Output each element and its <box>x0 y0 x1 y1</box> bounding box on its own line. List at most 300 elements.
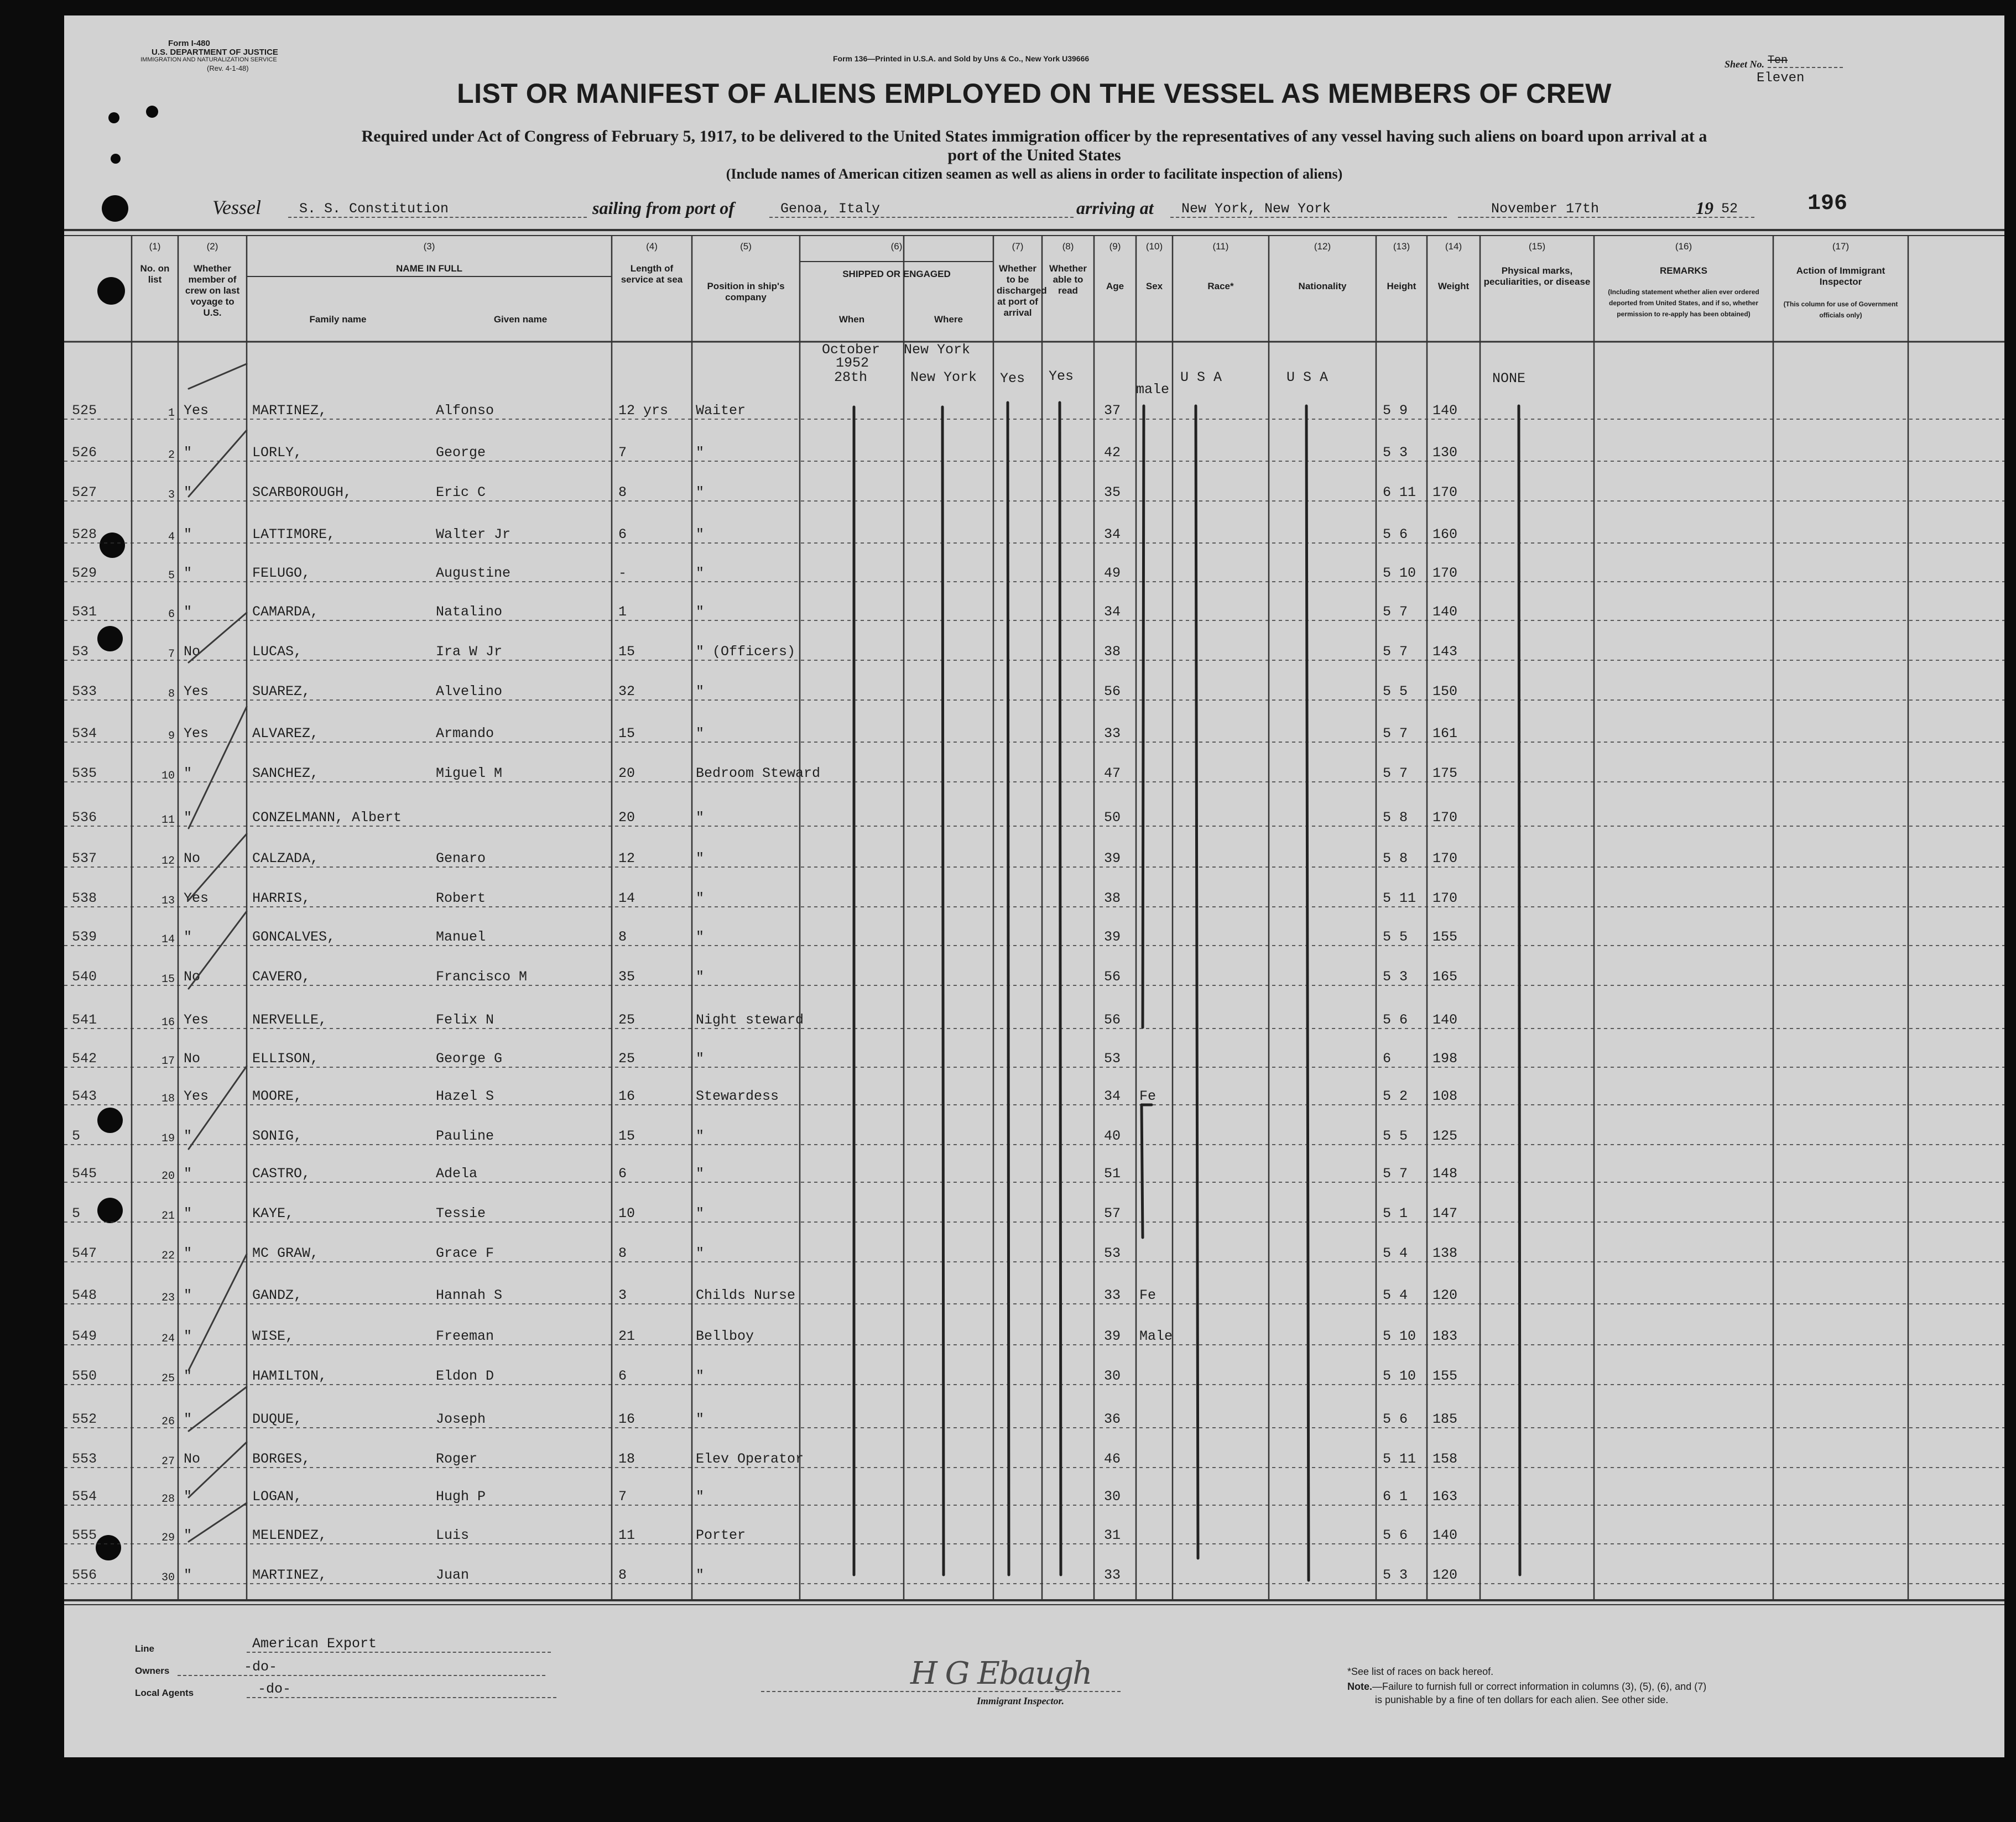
arrival-date: November 17th <box>1458 201 1723 218</box>
row-no: 10 <box>161 770 175 782</box>
row-sex: Male <box>1139 1328 1173 1344</box>
row-service: 8 <box>618 1245 627 1261</box>
row-given: Roger <box>436 1451 478 1467</box>
row-given: Luis <box>436 1527 470 1543</box>
row-height: 5 10 <box>1383 1328 1416 1344</box>
row-given: George G <box>436 1051 503 1067</box>
row-family: GANDZ, <box>252 1287 303 1303</box>
row-no: 13 <box>161 895 175 907</box>
row-age: 53 <box>1104 1051 1121 1067</box>
when-subheader: When <box>838 314 865 325</box>
column-header: REMARKS <box>1660 265 1707 276</box>
row-service: 6 <box>618 1368 627 1384</box>
manifest-sheet <box>64 15 2004 1757</box>
row-service: 8 <box>618 1567 627 1583</box>
row-family: MELENDEZ, <box>252 1527 327 1543</box>
row-no: 2 <box>168 449 175 462</box>
row-position: " (Officers) <box>696 644 796 660</box>
row-weight: 161 <box>1432 725 1458 742</box>
row-age: 40 <box>1104 1128 1121 1144</box>
row-weight: 150 <box>1432 683 1458 699</box>
discharged-value: Yes <box>1000 370 1025 387</box>
row-last: " <box>184 1411 192 1427</box>
row-no: 19 <box>161 1132 175 1145</box>
column-number: (17) <box>1832 241 1850 252</box>
row-family: ALVAREZ, <box>252 725 319 742</box>
row-weight: 140 <box>1432 403 1458 419</box>
row-family: NERVELLE, <box>252 1012 327 1028</box>
row-family: LORLY, <box>252 445 303 461</box>
row-height: 5 6 <box>1383 1527 1408 1543</box>
row-age: 30 <box>1104 1489 1121 1505</box>
row-last: " <box>184 1489 192 1505</box>
row-weight: 140 <box>1432 604 1458 620</box>
action-note: (This column for use of Government officials only) <box>1783 300 1898 319</box>
where-subheader: Where <box>934 314 963 325</box>
row-last: " <box>184 604 192 620</box>
row-stamp: 537 <box>72 850 97 866</box>
row-weight: 140 <box>1432 1012 1458 1028</box>
column-header: Age <box>1106 281 1124 291</box>
row-position: " <box>696 484 705 500</box>
row-no: 26 <box>161 1416 175 1428</box>
row-stamp: 528 <box>72 526 97 542</box>
row-age: 38 <box>1104 890 1121 906</box>
note-line2: is punishable by a fine of ten dollars for each alien. See other side. <box>1375 1694 1669 1705</box>
row-given: Pauline <box>436 1128 494 1144</box>
row-weight: 155 <box>1432 929 1458 945</box>
row-position: Waiter <box>696 403 746 419</box>
row-stamp: 526 <box>72 445 97 461</box>
line-label: Line <box>135 1643 154 1654</box>
row-no: 27 <box>161 1455 175 1468</box>
row-last: " <box>184 929 192 945</box>
row-given: Hugh P <box>436 1489 486 1505</box>
row-family: MARTINEZ, <box>252 403 327 419</box>
row-position: Stewardess <box>696 1088 779 1104</box>
row-position: " <box>696 725 705 742</box>
row-position: " <box>696 850 705 866</box>
row-last: " <box>184 1328 192 1344</box>
row-weight: 148 <box>1432 1166 1458 1182</box>
row-family: LATTIMORE, <box>252 526 336 542</box>
column-number: (1) <box>149 241 161 252</box>
signature-line <box>761 1691 1121 1692</box>
row-weight: 170 <box>1432 810 1458 826</box>
row-weight: 163 <box>1432 1489 1458 1505</box>
row-weight: 120 <box>1432 1287 1458 1303</box>
agents-label: Local Agents <box>135 1688 194 1698</box>
row-height: 5 4 <box>1383 1245 1408 1261</box>
row-no: 21 <box>161 1210 175 1223</box>
shipped-when-month: October <box>822 342 881 358</box>
row-last: Yes <box>184 1088 209 1104</box>
row-given: Robert <box>436 890 486 906</box>
row-age: 50 <box>1104 810 1121 826</box>
row-stamp: 550 <box>72 1368 97 1384</box>
row-stamp: 529 <box>72 565 97 581</box>
row-position: Night steward <box>696 1012 804 1028</box>
race-value: U S A <box>1180 369 1222 385</box>
row-no: 5 <box>168 570 175 582</box>
row-stamp: 543 <box>72 1088 97 1104</box>
row-given: Natalino <box>436 604 503 620</box>
row-service: 1 <box>618 604 627 620</box>
column-header: Height <box>1387 281 1416 291</box>
row-height: 5 2 <box>1383 1088 1408 1104</box>
row-service: 15 <box>618 1128 635 1144</box>
row-service: 18 <box>618 1451 635 1467</box>
column-header: Length of service at sea <box>621 263 683 285</box>
row-weight: 147 <box>1432 1205 1458 1221</box>
row-position: " <box>696 683 705 699</box>
row-last: No <box>184 1051 201 1067</box>
row-age: 34 <box>1104 604 1121 620</box>
row-age: 34 <box>1104 1088 1121 1104</box>
row-last: Yes <box>184 725 209 742</box>
row-stamp: 542 <box>72 1051 97 1067</box>
shipped-where-a: New York <box>904 342 971 358</box>
vessel-name: S. S. Constitution <box>288 201 587 218</box>
row-height: 6 1 <box>1383 1489 1408 1505</box>
row-stamp: 525 <box>72 403 97 419</box>
physical-marks-value: NONE <box>1492 370 1526 387</box>
row-weight: 170 <box>1432 850 1458 866</box>
row-age: 33 <box>1104 1287 1121 1303</box>
row-weight: 183 <box>1432 1328 1458 1344</box>
row-last: " <box>184 445 192 461</box>
row-stamp: 539 <box>72 929 97 945</box>
row-no: 30 <box>161 1572 175 1584</box>
row-service: 16 <box>618 1088 635 1104</box>
row-family: LOGAN, <box>252 1489 303 1505</box>
row-family: SCARBOROUGH, <box>252 484 352 500</box>
row-given: Genaro <box>436 850 486 866</box>
row-stamp: 547 <box>72 1245 97 1261</box>
column-number: (6) <box>890 241 903 252</box>
row-last: " <box>184 1368 192 1384</box>
row-given: Felix N <box>436 1012 494 1028</box>
row-family: HARRIS, <box>252 890 311 906</box>
page-number: 196 <box>1807 191 1848 216</box>
note-line1 <box>1347 1681 1706 1693</box>
remarks-note: (Including statement whether alien ever ordered deported from United States, and if so, whether permission to re-apply has been obtained) <box>1608 288 1759 318</box>
row-family: GONCALVES, <box>252 929 336 945</box>
row-position: " <box>696 1166 705 1182</box>
row-service: 11 <box>618 1527 635 1543</box>
row-family: SONIG, <box>252 1128 303 1144</box>
row-height: 5 8 <box>1383 810 1408 826</box>
column-number: (15) <box>1528 241 1546 252</box>
row-service: 15 <box>618 644 635 660</box>
row-stamp: 553 <box>72 1451 97 1467</box>
inspector-label: Immigrant Inspector. <box>977 1695 1065 1706</box>
row-height: 5 1 <box>1383 1205 1408 1221</box>
row-position: Bedroom Steward <box>696 765 821 781</box>
row-age: 49 <box>1104 565 1121 581</box>
row-family: LUCAS, <box>252 644 303 660</box>
row-stamp: 536 <box>72 810 97 826</box>
sheet-value: Eleven <box>1757 71 1805 86</box>
row-age: 38 <box>1104 644 1121 660</box>
row-last: No <box>184 850 201 866</box>
row-stamp: 548 <box>72 1287 97 1303</box>
column-header: Physical marks, peculiarities, or disease <box>1483 265 1591 287</box>
nationality-value: U S A <box>1286 369 1329 385</box>
row-height: 5 4 <box>1383 1287 1408 1303</box>
row-service: 8 <box>618 929 627 945</box>
row-service: 20 <box>618 765 635 781</box>
row-position: " <box>696 969 705 985</box>
row-height: 5 7 <box>1383 644 1408 660</box>
row-weight: 175 <box>1432 765 1458 781</box>
row-family: CASTRO, <box>252 1166 311 1182</box>
column-number: (7) <box>1012 241 1024 252</box>
column-number: (14) <box>1445 241 1462 252</box>
printer-note: Form 136—Printed in U.S.A. and Sold by Uns & Co., New York U39666 <box>833 54 1090 63</box>
sailing-label: sailing from port of <box>592 198 734 218</box>
row-height: 5 10 <box>1383 1368 1416 1384</box>
row-weight: 170 <box>1432 890 1458 906</box>
row-last: " <box>184 526 192 542</box>
row-weight: 108 <box>1432 1088 1458 1104</box>
revision: (Rev. 4-1-48) <box>207 64 249 72</box>
family-name-subheader: Family name <box>309 314 367 325</box>
row-family: ELLISON, <box>252 1051 319 1067</box>
row-given: Eldon D <box>436 1368 494 1384</box>
row-given: Juan <box>436 1567 470 1583</box>
row-position: " <box>696 1205 705 1221</box>
row-age: 53 <box>1104 1245 1121 1261</box>
row-age: 46 <box>1104 1451 1121 1467</box>
row-no: 22 <box>161 1250 175 1262</box>
row-height: 5 5 <box>1383 683 1408 699</box>
row-weight: 198 <box>1432 1051 1458 1067</box>
row-given: Eric C <box>436 484 486 500</box>
row-last: Yes <box>184 890 209 906</box>
row-position: Childs Nurse <box>696 1287 796 1303</box>
row-no: 4 <box>168 531 175 544</box>
line-value: American Export <box>247 1636 551 1653</box>
row-position: " <box>696 1411 705 1427</box>
row-weight: 143 <box>1432 644 1458 660</box>
port-to: New York, New York <box>1170 201 1447 218</box>
row-stamp: 5 <box>72 1205 81 1221</box>
row-given: Tessie <box>436 1205 486 1221</box>
row-last: " <box>184 765 192 781</box>
row-service: 12 yrs <box>618 403 669 419</box>
row-last: Yes <box>184 1012 209 1028</box>
row-age: 39 <box>1104 929 1121 945</box>
row-given: Grace F <box>436 1245 494 1261</box>
row-position: " <box>696 445 705 461</box>
row-weight: 138 <box>1432 1245 1458 1261</box>
row-family: KAYE, <box>252 1205 294 1221</box>
row-given: Walter Jr <box>436 526 511 542</box>
department: U.S. DEPARTMENT OF JUSTICE <box>152 48 278 57</box>
column-number: (3) <box>423 241 435 252</box>
row-no: 12 <box>161 855 175 868</box>
row-no: 6 <box>168 608 175 621</box>
column-number: (13) <box>1393 241 1410 252</box>
row-family: HAMILTON, <box>252 1368 327 1384</box>
row-sex: Fe <box>1139 1287 1157 1303</box>
row-height: 5 3 <box>1383 969 1408 985</box>
row-position: " <box>696 1128 705 1144</box>
row-age: 35 <box>1104 484 1121 500</box>
row-last: " <box>184 1166 192 1182</box>
row-stamp: 533 <box>72 683 97 699</box>
row-stamp: 556 <box>72 1567 97 1583</box>
row-family: MC GRAW, <box>252 1245 319 1261</box>
column-header: SHIPPED OR ENGAGED <box>842 269 951 279</box>
row-height: 5 11 <box>1383 890 1416 906</box>
row-no: 20 <box>161 1170 175 1183</box>
row-service: 7 <box>618 1489 627 1505</box>
row-height: 5 6 <box>1383 526 1408 542</box>
row-family: CALZADA, <box>252 850 319 866</box>
row-no: 11 <box>161 814 175 827</box>
row-sex: Fe <box>1139 1088 1157 1104</box>
column-number: (9) <box>1109 241 1121 252</box>
owners-value: -do- <box>178 1659 545 1676</box>
row-given: Ira W Jr <box>436 644 503 660</box>
subtitle-line3: (Include names of American citizen seamen as well as aliens in order to facilitate inspection of aliens) <box>726 166 1343 182</box>
row-weight: 140 <box>1432 1527 1458 1543</box>
row-position: " <box>696 810 705 826</box>
row-given: Joseph <box>436 1411 486 1427</box>
row-family: CAVERO, <box>252 969 311 985</box>
shipped-where-b: New York <box>910 369 977 385</box>
column-number: (16) <box>1675 241 1692 252</box>
column-header: NAME IN FULL <box>396 263 462 274</box>
row-service: 6 <box>618 526 627 542</box>
row-service: 14 <box>618 890 635 906</box>
shipped-when-year: 1952 <box>836 355 869 371</box>
vessel-label: Vessel <box>212 196 261 218</box>
row-weight: 120 <box>1432 1567 1458 1583</box>
row-service: 3 <box>618 1287 627 1303</box>
sheet-label: Sheet No. <box>1725 59 1764 70</box>
row-last: No <box>184 1451 201 1467</box>
row-given: Augustine <box>436 565 511 581</box>
row-no: 14 <box>161 933 175 946</box>
row-last: Yes <box>184 683 209 699</box>
row-stamp: 540 <box>72 969 97 985</box>
row-height: 5 3 <box>1383 1567 1408 1583</box>
row-weight: 165 <box>1432 969 1458 985</box>
row-last: Yes <box>184 403 209 419</box>
column-header: Whether member of crew on last voyage to U.S. <box>185 263 240 318</box>
note-label: Note. <box>1347 1681 1372 1692</box>
row-last: " <box>184 810 192 826</box>
row-service: 10 <box>618 1205 635 1221</box>
given-name-subheader: Given name <box>493 314 548 325</box>
row-last: " <box>184 1245 192 1261</box>
row-stamp: 549 <box>72 1328 97 1344</box>
row-no: 17 <box>161 1055 175 1068</box>
row-position: " <box>696 565 705 581</box>
row-service: 32 <box>618 683 635 699</box>
row-no: 23 <box>161 1292 175 1304</box>
page-title: LIST OR MANIFEST OF ALIENS EMPLOYED ON THE VESSEL AS MEMBERS OF CREW <box>457 78 1612 109</box>
row-position: " <box>696 1368 705 1384</box>
row-no: 16 <box>161 1016 175 1029</box>
signature: H G Ebaugh <box>910 1656 1092 1692</box>
row-height: 5 6 <box>1383 1411 1408 1427</box>
column-header: Weight <box>1437 281 1470 291</box>
row-weight: 170 <box>1432 565 1458 581</box>
row-given: Armando <box>436 725 494 742</box>
row-weight: 170 <box>1432 484 1458 500</box>
row-position: " <box>696 1051 705 1067</box>
row-no: 3 <box>168 489 175 502</box>
row-position: " <box>696 1489 705 1505</box>
row-position: " <box>696 604 705 620</box>
row-age: 56 <box>1104 969 1121 985</box>
row-age: 33 <box>1104 725 1121 742</box>
row-height: 5 5 <box>1383 1128 1408 1144</box>
row-weight: 130 <box>1432 445 1458 461</box>
row-height: 5 9 <box>1383 403 1408 419</box>
row-last: No <box>184 969 201 985</box>
row-service: 8 <box>618 484 627 500</box>
row-height: 5 10 <box>1383 565 1416 581</box>
row-height: 5 3 <box>1383 445 1408 461</box>
row-given: Francisco M <box>436 969 528 985</box>
column-header: Race* <box>1207 281 1234 291</box>
row-position: " <box>696 929 705 945</box>
row-age: 39 <box>1104 850 1121 866</box>
row-age: 47 <box>1104 765 1121 781</box>
row-stamp: 541 <box>72 1012 97 1028</box>
row-position: " <box>696 526 705 542</box>
row-last: " <box>184 565 192 581</box>
row-family: MARTINEZ, <box>252 1567 327 1583</box>
row-no: 25 <box>161 1372 175 1385</box>
ditto-strokes <box>64 15 2004 1619</box>
row-weight: 155 <box>1432 1368 1458 1384</box>
able-to-read-value: Yes <box>1049 368 1074 384</box>
column-number: (8) <box>1062 241 1074 252</box>
row-stamp: 534 <box>72 725 97 742</box>
row-height: 5 7 <box>1383 765 1408 781</box>
row-age: 33 <box>1104 1567 1121 1583</box>
row-stamp: 5 <box>72 1128 81 1144</box>
row-service: 20 <box>618 810 635 826</box>
shipped-when-day: 28th <box>834 369 868 385</box>
row-age: 56 <box>1104 1012 1121 1028</box>
column-number: (2) <box>206 241 218 252</box>
row-family: BORGES, <box>252 1451 311 1467</box>
row-age: 37 <box>1104 403 1121 419</box>
row-family: CAMARDA, <box>252 604 319 620</box>
sheet-struck: Ten <box>1768 54 1843 68</box>
note-text1: —Failure to furnish full or correct information in columns (3), (5), (6), and (7) <box>1372 1681 1707 1692</box>
row-given: Alfonso <box>436 403 494 419</box>
row-position: Bellboy <box>696 1328 754 1344</box>
row-height: 5 7 <box>1383 725 1408 742</box>
form-id: Form I-480 <box>168 39 210 48</box>
column-number: (4) <box>646 241 658 252</box>
column-header: Position in ship's company <box>707 281 785 302</box>
row-family: WISE, <box>252 1328 294 1344</box>
agents-value: -do- <box>247 1681 556 1698</box>
row-given: George <box>436 445 486 461</box>
row-service: 15 <box>618 725 635 742</box>
races-note: *See list of races on back hereof. <box>1347 1666 1494 1677</box>
column-header: Sex <box>1145 281 1163 291</box>
